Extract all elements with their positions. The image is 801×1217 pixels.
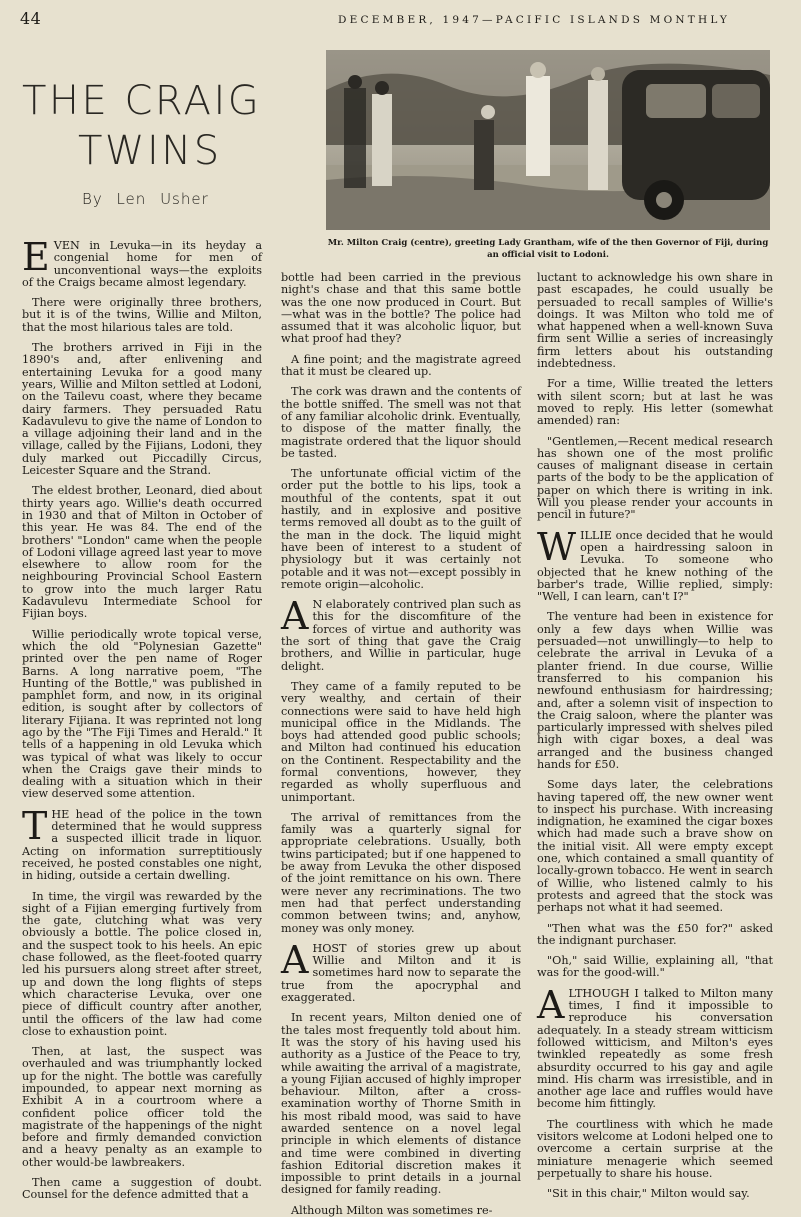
title-line-2: TWINS [78, 128, 222, 174]
paragraph [537, 611, 773, 771]
paragraph-text: Some days later, the celebrations having tapered off, the new owner went to inspect his purchase. With increasing indignation, he examined the cigar boxes which had made such a brave show on the initial visit. All were empty except one, which contained a small quantity of locally-grown tobacco. He went in search of Willie, who listened calmly to his protests and agreed that the stock was perhaps not what it had seemed. [537, 778, 773, 915]
drop-cap: W [537, 524, 577, 569]
paragraph-text: VEN in Levuka—in its heyday a congenial home for men of unconventional ways—the exploits of the Craigs became almost legendary. [22, 239, 262, 289]
paragraph [22, 1177, 262, 1202]
paragraph [22, 803, 262, 883]
paragraph-text: "Then what was the £50 for?" asked the indignant purchaser. [537, 921, 773, 947]
running-head: DECEMBER, 1947—PACIFIC ISLANDS MONTHLY [338, 14, 730, 26]
paragraph-text: Then, at last, the suspect was overhauled and was triumphantly locked up for the night. The bottle was carefully impounded, to appear next morning as Exhibit A in a courtroom where a confident police officer told the magistrate of the happenings of the night before and firmly demanded conviction and a heavy penalty as an example to other would-be lawbreakers. [22, 1045, 262, 1169]
article-title [22, 76, 322, 176]
paragraph [281, 1205, 521, 1217]
paragraph [537, 1188, 773, 1200]
paragraph [537, 955, 773, 980]
paragraph [22, 1046, 262, 1169]
paragraph [537, 436, 773, 522]
paragraph-text: "Oh," said Willie, explaining all, "that was for the good-will." [537, 954, 773, 980]
paragraph [281, 594, 521, 673]
paragraph [22, 235, 262, 289]
paragraph-text: For a time, Willie treated the letters with silent scorn; but at last he was moved to reply. His letter (somewhat amended) ran: [537, 377, 773, 428]
title-line-1: THE CRAIG [22, 78, 262, 124]
paragraph [537, 1119, 773, 1180]
paragraph-text: ILLIE once decided that he would open a hairdressing saloon in Levuka. To someone who objected that he knew nothing of the barber's trade, Willie replied, simply: "Well, I can learn, can't I?" [537, 528, 773, 604]
paragraph [22, 485, 262, 620]
paragraph-text: There were originally three brothers, but it is of the twins, Willie and Milton, that the most hilarious tales are told. [22, 296, 262, 334]
photo-illustration [326, 50, 770, 230]
paragraph-text: Willie periodically wrote topical verse, which the old "Polynesian Gazette" printed over the pen name of Roger Barns. A long narrative poem, "The Hunting of the Bottle," was published in pamphlet form, and now, in its original edition, is sought after by collectors of literary Fijiana. It was reprinted not long ago by the "The Fiji Times and Herald." It tells of a happening in old Levuka which was typical of what was likely to occur when the Craigs gave their minds to dealing with a situation which in their view deserved some attention. [22, 627, 262, 801]
paragraph [281, 386, 521, 460]
paragraph [281, 1012, 521, 1196]
paragraph-text: A fine point; and the magistrate agreed that it must be cleared up. [281, 352, 521, 379]
drop-cap: A [537, 982, 565, 1027]
paragraph [22, 891, 262, 1039]
page-number: 44 [20, 9, 42, 28]
paragraph-text: N elaborately contrived plan such as this for the discomfiture of the forces of virtue and authority was the sort of thing that gave the Craig brothers, and Willie in particular, huge delight. [281, 598, 521, 673]
paragraph-text: The eldest brother, Leonard, died about thirty years ago. Willie's death occurred in 1930 and that of Milton in October of this year. He was 84. The end of the brothers' "London" came when the people of Lodoni village agreed last year to move elsewhere to allow room for the neighbouring Provincial School Eastern to grow into the much larger Ratu Kadavulevu Intermediate School for Fijian boys. [22, 484, 262, 621]
paragraph-text: HE head of the police in the town determined that he would suppress a suspected illicit trade in liquor. Acting on information surreptitiously received, he posted constables one night, in hiding, outside a certain dwelling. [22, 807, 262, 883]
paragraph [22, 342, 262, 477]
paragraph [281, 468, 521, 591]
article-column-2 [281, 271, 521, 1217]
paragraph-text: The courtliness with which he made visitors welcome at Lodoni helped one to overcome a certain surprise at the miniature menagerie which seemed perpetually to share his house. [537, 1117, 773, 1180]
paragraph-text: Then came a suggestion of doubt. Counsel for the defence admitted that a [22, 1176, 262, 1202]
drop-cap: E [22, 235, 50, 279]
paragraph [537, 378, 773, 427]
paragraph [537, 524, 773, 604]
drop-cap: A [281, 594, 309, 639]
paragraph [537, 982, 773, 1111]
paragraph-text: They came of a family reputed to be very wealthy, and certain of their connections were said to have held high municipal office in the Midlands. The boys had attended good public schools; and Milton had continued his education on the Continent. Respectability and the formal conventions, however, they regarded as wholly superfluous and unimportant. [281, 679, 521, 804]
paragraph [537, 779, 773, 914]
paragraph [537, 923, 773, 948]
paragraph-text: Although Milton was sometimes re- [291, 1203, 493, 1217]
paragraph-text: "Gentlemen,—Recent medical research has shown one of the most prolific causes of malignant disease in certain parts of the body to be the application of paper on which there is writing in ink. Will you please render your accounts in pencil in future?" [537, 434, 773, 522]
paragraph-text: In recent years, Milton denied one of the tales most frequently told about him. It was the story of his having used his authority as a Justice of the Peace to try, while awaiting the arrival of a magistrate, a young Fijian accused of highly improper behaviour. Milton, after a cross-examination worthy of Thorne Smith in his most ribald mood, was said to have awarded sentence on a novel legal principle in which elements of distance and time were combined in diverting fashion Editorial discretion makes it impossible to print details in a journal designed for family reading. [281, 1011, 521, 1197]
article-column-3 [537, 271, 773, 1201]
paragraph-text: luctant to acknowledge his own share in past escapades, he could usually be persuaded to recall samples of Willie's doings. It was Milton who told me of what happened when a well-known Suva firm sent Willie a series of increasingly firm letters about his outstanding indebtedness. [537, 271, 773, 371]
paragraph [281, 354, 521, 379]
paragraph-text: "Sit in this chair," Milton would say. [547, 1187, 750, 1201]
drop-cap: T [22, 803, 48, 848]
paragraph-text: LTHOUGH I talked to Milton many times, I find it impossible to reproduce his conversation adequately. In a steady stream witticism followed witticism, and Milton's eyes twinkled repeatedly as some fresh absurdity occurred to his gay and agile mind. His charm was irresistible, and in another age lace and ruffles would have become him fittingly. [537, 986, 773, 1111]
paragraph-text: The cork was drawn and the contents of the bottle sniffed. The smell was not that of any familiar alcoholic drink. Eventually, to dispose of the matter finally, the magistrate ordered that the liquor should be tasted. [281, 385, 521, 460]
paragraph-text: HOST of stories grew up about Willie and Milton and it is sometimes hard now to separate the true from the apocryphal and exaggerated. [281, 941, 521, 1005]
paragraph-text: In time, the virgil was rewarded by the sight of a Fijian emerging furtively from the gate, clutching what was very obviously a bottle. The police closed in, and the suspect took to his heels. An epic chase followed, as the fleet-footed quarry led his pursuers along street after street, up and down the long flights of steps which characterise Levuka, over one piece of difficult country after another, until the officers of the law had come close to exhaustion point. [22, 889, 262, 1038]
paragraph-text: bottle had been carried in the previous night's chase and that this same bottle was the one now produced in Court. But —what was in the bottle? The police had assumed that it was alcoholic liquor, but what proof had they? [281, 271, 521, 346]
article-column-1 [22, 235, 262, 1202]
byline: By Len Usher [82, 190, 209, 208]
paragraph [22, 297, 262, 334]
paragraph [537, 272, 773, 370]
article-photo [326, 50, 770, 230]
paragraph [281, 681, 521, 804]
paragraph [281, 812, 521, 935]
photo-caption: Mr. Milton Craig (centre), greeting Lady Grantham, wife of the then Governor of Fiji, during an official visit to Lodoni. [327, 238, 769, 260]
drop-cap: A [281, 937, 309, 982]
paragraph-text: The arrival of remittances from the family was a quarterly signal for appropriate celebrations. Usually, both twins participated; but if one happened to be away from Levuka the other disposed of the joint remittance on his own. There were never any recriminations. The two men had that perfect understanding common between twins; and, anyhow, money was only money. [281, 810, 521, 935]
paragraph [281, 937, 521, 1005]
paragraph [281, 272, 521, 346]
paragraph-text: The unfortunate official victim of the order put the bottle to his lips, took a mouthful of the contents, spat it out hastily, and in explosive and positive terms removed all doubt as to the guilt of the man in the dock. The liquid might have been of interest to a student of physiology but it was certainly not potable and it was not—except possibly in remote origin—alcoholic. [281, 467, 521, 591]
paragraph [22, 629, 262, 801]
paragraph-text: The brothers arrived in Fiji in the 1890's and, after enlivening and entertaining Levuka for a good many years, Willie and Milton settled at Lodoni, on the Tailevu coast, where they became dairy farmers. They persuaded Ratu Kadavulevu to give the name of London to a village adjoining their land and in the village, called by the Fijians, Lodoni, they duly marked out Piccadilly Circus, Leicester Square and the Strand. [22, 341, 262, 478]
paragraph-text: The venture had been in existence for only a few days when Willie was persuaded—not unwillingly—to help to celebrate the arrival in Levuka of a planter friend. In due course, Willie transferred to his companion his newfound enthusiasm for hairdressing; and, after a solemn visit of inspection to the Craig saloon, where the planter was particularly impressed with shelves piled high with cigar boxes, a deal was arranged and the business changed hands for £50. [537, 610, 773, 771]
